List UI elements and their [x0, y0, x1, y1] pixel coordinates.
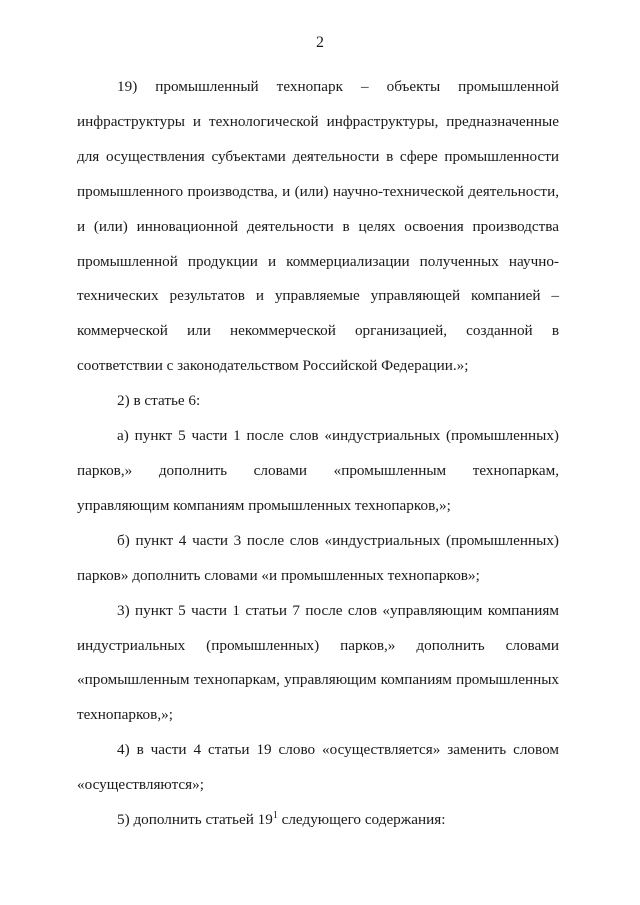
paragraph-item-a: а) пункт 5 части 1 после слов «индустриальных (промышленных) парков,» дополнить словами «промышленным технопаркам, управляющим компаниям промышленных технопарков,»; — [77, 427, 559, 514]
paragraph-item-b: б) пункт 4 части 3 после слов «индустриальных (промышленных) парков» дополнить словами «и промышленных технопарков»; — [77, 531, 559, 584]
paragraph-19-technopark-definition: 19) промышленный технопарк – объекты промышленной инфраструктуры и технологической инфраструктуры, предназначенные для осуществления субъектами деятельности в сфере промышленности промышленного производства, и (или) научно-технической деятельности, и (или) инновационной деятельности в целях освоения производства промышленной продукции и коммерциализации полученных научно-технических результатов и управляемые управляющей компанией – коммерческой или некоммерческой организацией, созданной в соответствии с законодательством Российской Федерации.»; — [77, 78, 559, 375]
paragraph-add-article-text: 5) дополнить статьей 19 — [117, 811, 273, 829]
paragraph-add-article-tail: следующего содержания: — [277, 811, 446, 829]
page-number: 2 — [316, 34, 324, 51]
paragraph-article-7: 3) пункт 5 части 1 статьи 7 после слов «управляющим компаниям индустриальных (промышленных) парков,» дополнить словами «промышленным технопаркам, управляющим компаниям промышленных технопарков,»; — [77, 601, 559, 724]
paragraph-article-19: 4) в части 4 статьи 19 слово «осуществляется» заменить словом «осуществляются»; — [77, 741, 559, 794]
paragraph-add-article-19-1 — [77, 803, 559, 838]
superscript-index: 1 — [272, 809, 278, 821]
paragraph-article-6: 2) в статье 6: — [117, 392, 201, 410]
document-body — [77, 70, 559, 838]
